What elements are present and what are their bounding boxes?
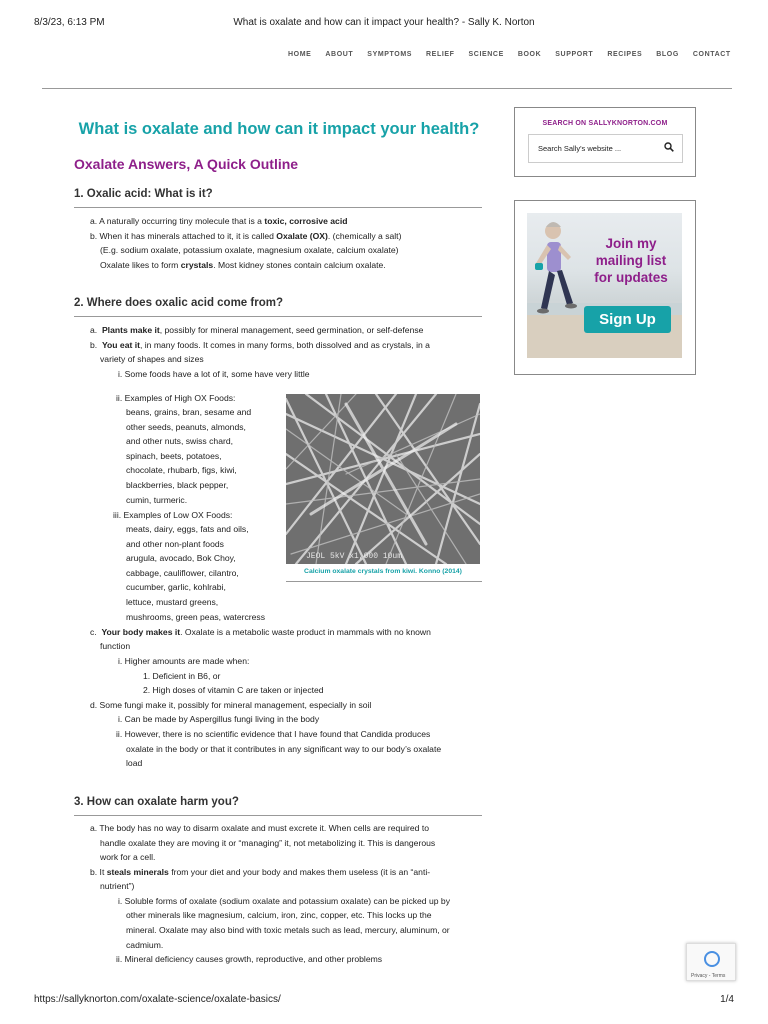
- nav-relief[interactable]: RELIEF: [426, 51, 455, 58]
- nav-recipes[interactable]: RECIPES: [607, 51, 643, 58]
- search-icon[interactable]: [664, 142, 674, 152]
- s2-item-c-cont: function: [100, 641, 131, 651]
- list-item: spinach, beets, potatoes,: [126, 450, 222, 461]
- s2-item-b-i: i. Some foods have a lot of it, some have very little: [118, 369, 310, 379]
- s3-item-b: b. It steals minerals from your diet and your body and makes them useless (it is an “anti-: [90, 867, 431, 877]
- s2-item-c-i: i. Higher amounts are made when:: [118, 656, 250, 666]
- s2-item-d-i: i. Can be made by Aspergillus fungi living in the body: [118, 714, 320, 724]
- s1-item-a: a. A naturally occurring tiny molecule that is a toxic, corrosive acid: [90, 216, 348, 226]
- list-item: other seeds, peanuts, almonds,: [126, 421, 246, 432]
- s2-item-b-cont: variety of shapes and sizes: [100, 354, 204, 364]
- recaptcha-links[interactable]: Privacy - Terms: [691, 973, 726, 979]
- s3-item-b-i-2: other minerals like magnesium, calcium, iron, zinc, copper, etc. This locks up the: [126, 910, 432, 920]
- article-header: [74, 108, 484, 172]
- s3-item-b-ii: ii. Mineral deficiency causes growth, reproductive, and other problems: [116, 954, 383, 964]
- s3-item-a: a. The body has no way to disarm oxalate and must excrete it. When cells are required to: [90, 823, 429, 833]
- search-widget: [514, 107, 696, 177]
- list-item: meats, dairy, eggs, fats and oils,: [126, 524, 249, 534]
- list-item: chocolate, rhubarb, figs, kiwi,: [126, 465, 237, 476]
- list-item: lettuce, mustard greens,: [126, 596, 219, 607]
- nav-home[interactable]: HOME: [288, 51, 312, 58]
- list-item: cumin, turmeric.: [126, 494, 188, 505]
- s2-item-d-ii-load: load: [126, 758, 143, 768]
- nav-support[interactable]: SUPPORT: [555, 51, 594, 58]
- s2-item-c: c. Your body makes it. Oxalate is a metabolic waste product in mammals with no known: [90, 627, 431, 637]
- s2-item-c-i-1: 1. Deficient in B6, or: [143, 671, 221, 681]
- print-title: What is oxalate and how can it impact your health? - Sally K. Norton: [233, 17, 535, 28]
- promo-line: for updates: [594, 270, 668, 285]
- sign-up-button[interactable]: Sign Up: [584, 306, 671, 333]
- list-item: and other non-plant foods: [126, 538, 224, 549]
- s1-item-b-crystals: Oxalate likes to form crystals. Most kidney stones contain calcium oxalate.: [100, 260, 386, 270]
- s2-item-b: b. You eat it, in many foods. It comes in many forms, both dissolved and as crystals, in a: [90, 340, 430, 350]
- nav-science[interactable]: SCIENCE: [468, 51, 504, 58]
- search-placeholder: Search Sally's website ...: [538, 144, 622, 153]
- list-item: and other nuts, swiss chard,: [126, 436, 233, 447]
- main-nav: [288, 51, 745, 58]
- list-item: beans, grains, bran, sesame and: [126, 407, 252, 417]
- nav-about[interactable]: ABOUT: [325, 51, 354, 58]
- s2-item-d-ii: ii. However, there is no scientific evidence that I have found that Candida produces: [116, 729, 431, 739]
- nav-contact[interactable]: CONTACT: [692, 51, 731, 58]
- nav-book[interactable]: BOOK: [517, 51, 542, 58]
- high-ox-list: [126, 405, 251, 507]
- section-3-heading: 3. How can oxalate harm you?: [74, 796, 482, 816]
- print-header: [0, 17, 768, 31]
- search-label: SEARCH ON SALLYKNORTON.COM: [542, 120, 668, 127]
- nav-blog[interactable]: BLOG: [656, 51, 679, 58]
- outline-title: Oxalate Answers, A Quick Outline: [74, 156, 299, 172]
- list-item: arugula, avocado, Bok Choy,: [126, 553, 236, 564]
- list-item: blackberries, black pepper,: [126, 479, 229, 490]
- nav-symptoms[interactable]: SYMPTOMS: [367, 51, 413, 58]
- s2-item-c-i-2: 2. High doses of vitamin C are taken or injected: [143, 685, 324, 695]
- s3-item-b-i: i. Soluble forms of oxalate (sodium oxalate and potassium oxalate) can be picked up by: [118, 896, 451, 906]
- page-number: 1/4: [720, 994, 734, 1005]
- s3-item-a-end: work for a cell.: [100, 852, 156, 862]
- svg-text:JEOL 5kV x1,000 10um: JEOL 5kV x1,000 10um: [306, 552, 403, 561]
- s3-item-b-i-4: cadmium.: [126, 940, 164, 950]
- mailing-list-banner[interactable]: [527, 213, 682, 358]
- low-ox-heading: iii. Examples of Low OX Foods:: [113, 510, 233, 520]
- list-item: cucumber, garlic, kohlrabi,: [126, 582, 226, 593]
- promo-line: mailing list: [595, 253, 667, 268]
- recaptcha-badge[interactable]: [686, 943, 736, 981]
- s1-item-b: b. When it has minerals attached to it, it is called Oxalate (OX). (chemically a salt): [90, 231, 402, 241]
- section-1-heading: 1. Oxalic acid: What is it?: [74, 188, 482, 208]
- s3-item-b-cont: nutrient”): [100, 881, 135, 891]
- list-item: cabbage, cauliflower, cilantro,: [126, 567, 239, 578]
- header-divider: [42, 88, 732, 89]
- section-2-heading: 2. Where does oxalic acid come from?: [74, 297, 482, 317]
- oxalate-crystals-image: [286, 394, 480, 564]
- image-caption: Calcium oxalate crystals from kiwi. Konno (2014): [304, 568, 462, 575]
- list-item: mushrooms, green peas, watercress: [126, 611, 265, 622]
- page-title: What is oxalate and how can it impact your health?: [78, 120, 480, 138]
- s2-item-d-ii-cont: oxalate in the body or that it contributes in any significant way to our body’s oxalate: [126, 744, 442, 754]
- print-datetime: 8/3/23, 6:13 PM: [34, 17, 105, 28]
- s1-item-b-examples: (E.g. sodium oxalate, potassium oxalate, magnesium oxalate, calcium oxalate): [100, 245, 399, 255]
- caption-divider: [286, 581, 482, 582]
- search-input[interactable]: [528, 134, 683, 163]
- promo-text: [585, 235, 677, 286]
- high-ox-heading: ii. Examples of High OX Foods:: [116, 393, 236, 403]
- low-ox-list: [126, 522, 265, 624]
- recaptcha-icon: [703, 950, 721, 968]
- s2-item-a: a. Plants make it, possibly for mineral management, seed germination, or self-defense: [90, 325, 424, 335]
- promo-line: Join my: [605, 236, 657, 251]
- print-url: https://sallyknorton.com/oxalate-science/oxalate-basics/: [34, 994, 281, 1005]
- s3-item-b-i-3: mineral. Oxalate may also bind with toxic metals such as lead, mercury, aluminum, or: [126, 925, 450, 935]
- crystals-micrograph-graphic: [286, 394, 480, 564]
- s3-item-a-cont: handle oxalate they are moving it or “managing” it, not metabolizing it. This is dangerous: [100, 838, 436, 848]
- s2-item-d: d. Some fungi make it, possibly for mineral management, especially in soil: [90, 700, 372, 710]
